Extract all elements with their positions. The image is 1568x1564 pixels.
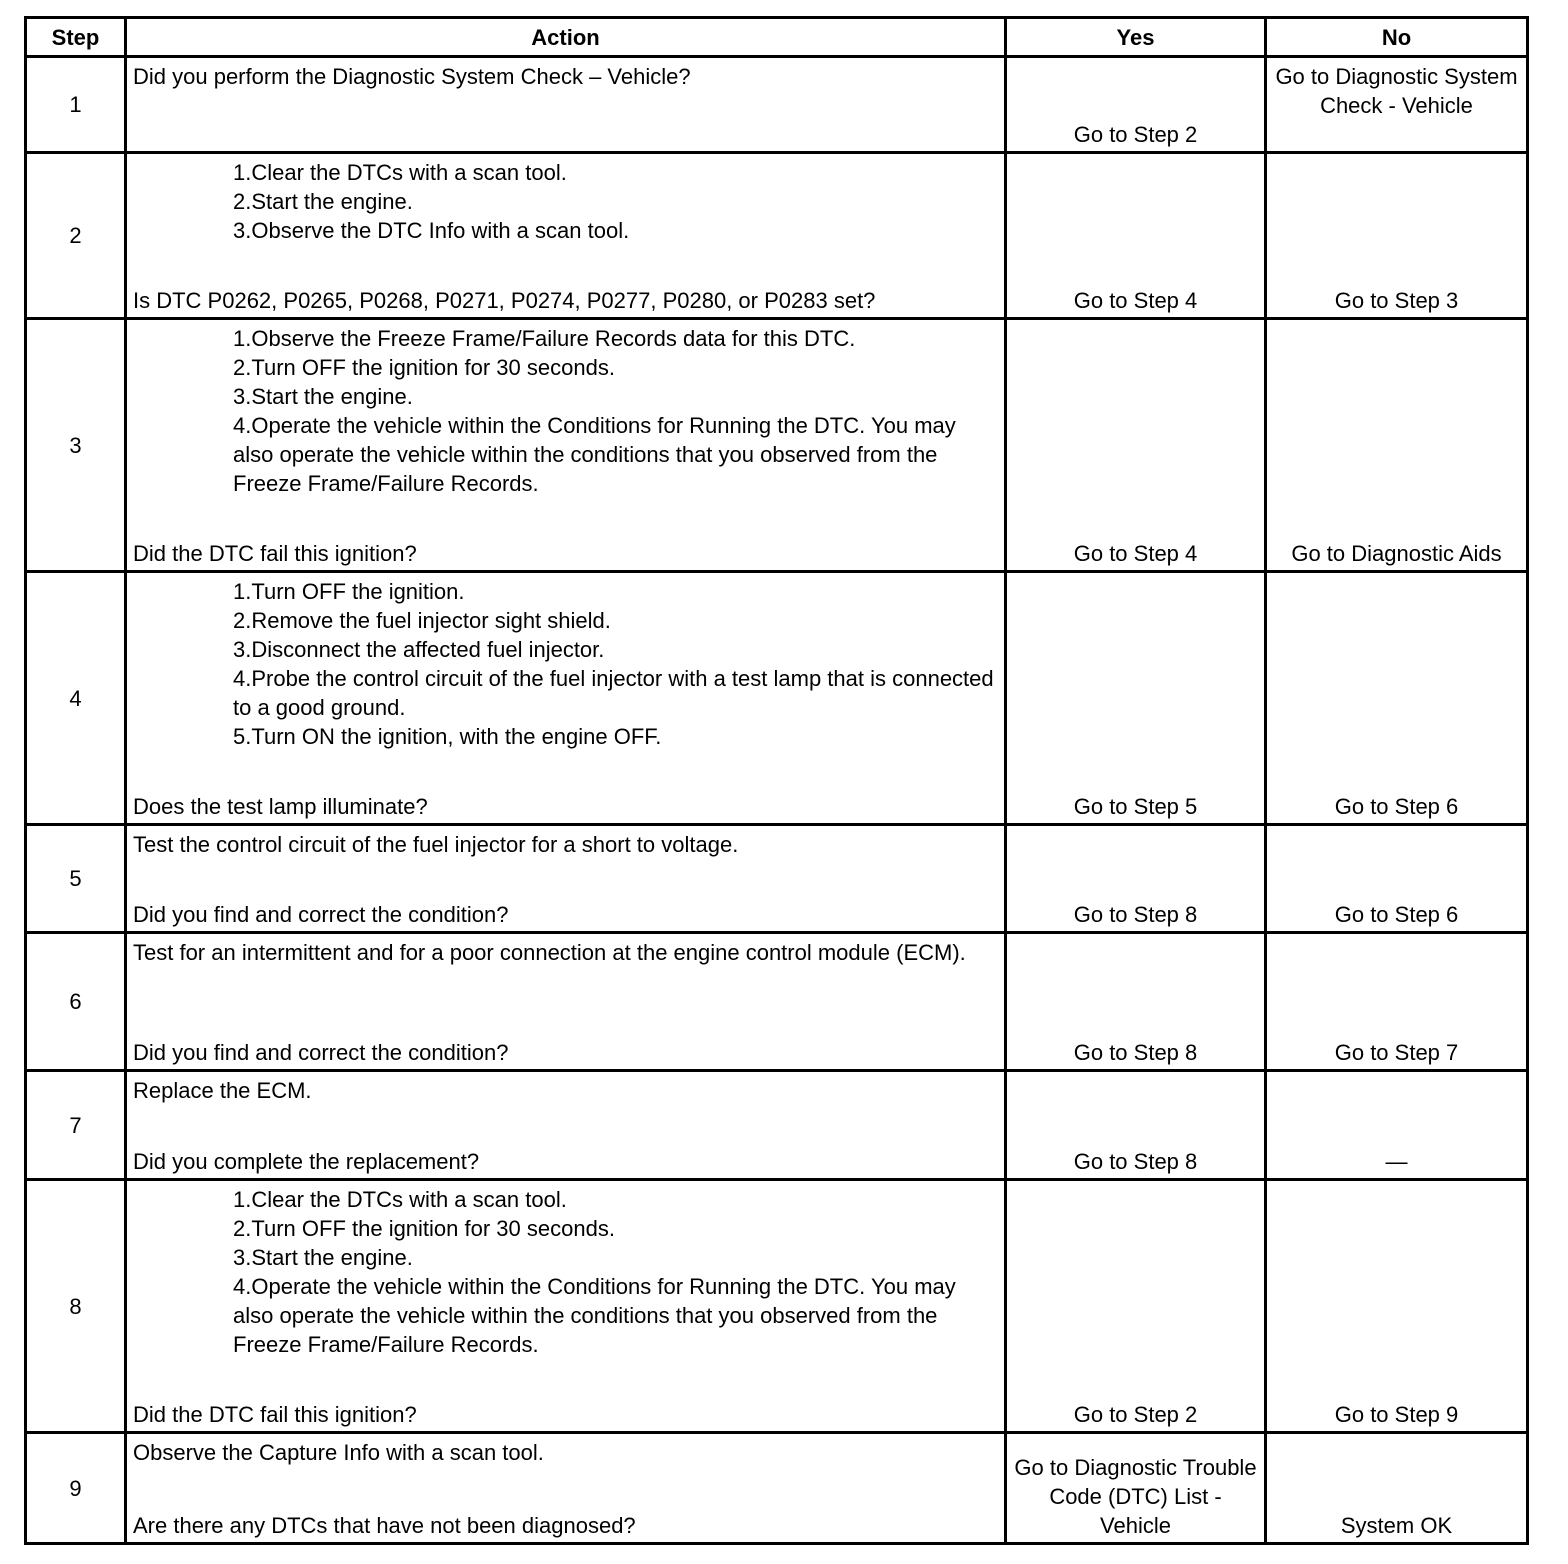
action-instructions xyxy=(133,1076,998,1105)
item-number: 3. xyxy=(233,637,252,662)
action-content xyxy=(133,62,998,149)
item-text: Turn OFF the ignition. xyxy=(251,579,465,604)
table-row xyxy=(26,1071,1528,1180)
yes-result: Go to Diagnostic Trouble Code (DTC) List - Vehicle xyxy=(1006,1433,1266,1544)
item-number: 4. xyxy=(233,413,252,438)
no-result: Go to Diagnostic Aids xyxy=(1266,319,1528,572)
action-cell xyxy=(126,572,1006,825)
header-no: No xyxy=(1266,18,1528,57)
action-cell xyxy=(126,825,1006,933)
step-number: 5 xyxy=(26,825,126,933)
table-row xyxy=(26,1180,1528,1433)
action-question: Is DTC P0262, P0265, P0268, P0271, P0274, P0277, P0280, or P0283 set? xyxy=(133,288,876,313)
action-cell xyxy=(126,1071,1006,1180)
step-number: 9 xyxy=(26,1433,126,1544)
step-number: 8 xyxy=(26,1180,126,1433)
no-result: Go to Step 7 xyxy=(1266,933,1528,1071)
instruction-item xyxy=(133,1272,998,1359)
action-text: Replace the ECM. xyxy=(133,1078,312,1103)
action-text: Observe the Capture Info with a scan tool. xyxy=(133,1440,544,1465)
item-text: Clear the DTCs with a scan tool. xyxy=(251,1187,567,1212)
action-instructions xyxy=(133,577,998,751)
instruction-list xyxy=(133,577,998,751)
action-text: Test for an intermittent and for a poor connection at the engine control module (ECM). xyxy=(133,940,966,965)
action-question: Did the DTC fail this ignition? xyxy=(133,541,417,566)
item-text: Start the engine. xyxy=(251,189,413,214)
action-cell xyxy=(126,319,1006,572)
instruction-item xyxy=(133,1185,998,1214)
action-question: Did the DTC fail this ignition? xyxy=(133,1402,417,1427)
yes-result: Go to Step 4 xyxy=(1006,319,1266,572)
action-content xyxy=(133,577,998,821)
instruction-item xyxy=(133,606,998,635)
step-number: 3 xyxy=(26,319,126,572)
item-number: 1. xyxy=(233,579,252,604)
action-content xyxy=(133,1185,998,1429)
item-number: 2. xyxy=(233,1216,252,1241)
diagnostic-table xyxy=(24,16,1529,1545)
item-number: 1. xyxy=(233,1187,252,1212)
no-result: — xyxy=(1266,1071,1528,1180)
action-cell xyxy=(126,1433,1006,1544)
instruction-item xyxy=(133,216,998,245)
item-number: 2. xyxy=(233,608,252,633)
item-text: Operate the vehicle within the Conditions for Running the DTC. You may also operate the vehicle within the conditions that you observed from the Freeze Frame/Failure Records. xyxy=(233,1274,956,1357)
item-number: 3. xyxy=(233,384,252,409)
yes-result: Go to Step 5 xyxy=(1006,572,1266,825)
action-content xyxy=(133,324,998,568)
no-result: Go to Step 6 xyxy=(1266,825,1528,933)
instruction-item xyxy=(133,577,998,606)
action-instructions xyxy=(133,830,998,859)
no-result: Go to Step 3 xyxy=(1266,153,1528,319)
action-content xyxy=(133,830,998,929)
instruction-item xyxy=(133,324,998,353)
action-instructions xyxy=(133,1185,998,1359)
instruction-item xyxy=(133,382,998,411)
item-number: 1. xyxy=(233,160,252,185)
instruction-item xyxy=(133,1243,998,1272)
action-question: Are there any DTCs that have not been diagnosed? xyxy=(133,1513,636,1538)
item-text: Turn OFF the ignition for 30 seconds. xyxy=(251,355,615,380)
action-question: Did you find and correct the condition? xyxy=(133,902,509,927)
item-number: 5. xyxy=(233,724,252,749)
action-instructions xyxy=(133,324,998,498)
item-text: Start the engine. xyxy=(251,384,413,409)
no-result: Go to Diagnostic System Check - Vehicle xyxy=(1266,57,1528,153)
action-content xyxy=(133,1438,998,1540)
instruction-item xyxy=(133,1214,998,1243)
item-text: Observe the DTC Info with a scan tool. xyxy=(251,218,630,243)
instruction-item xyxy=(133,664,998,722)
item-text: Remove the fuel injector sight shield. xyxy=(251,608,611,633)
item-number: 4. xyxy=(233,666,252,691)
action-question: Did you complete the replacement? xyxy=(133,1149,480,1174)
table-row xyxy=(26,57,1528,153)
action-cell xyxy=(126,933,1006,1071)
yes-result: Go to Step 8 xyxy=(1006,825,1266,933)
item-text: Turn OFF the ignition for 30 seconds. xyxy=(251,1216,615,1241)
action-instructions xyxy=(133,158,998,245)
step-number: 6 xyxy=(26,933,126,1071)
table-row xyxy=(26,825,1528,933)
action-question: Did you find and correct the condition? xyxy=(133,1040,509,1065)
action-content xyxy=(133,938,998,1067)
action-content xyxy=(133,1076,998,1176)
step-number: 4 xyxy=(26,572,126,825)
action-question: Does the test lamp illuminate? xyxy=(133,794,428,819)
action-instructions xyxy=(133,62,998,91)
item-text: Observe the Freeze Frame/Failure Records data for this DTC. xyxy=(251,326,856,351)
item-text: Start the engine. xyxy=(251,1245,413,1270)
instruction-item xyxy=(133,353,998,382)
item-number: 2. xyxy=(233,189,252,214)
instruction-item xyxy=(133,635,998,664)
instruction-item xyxy=(133,722,998,751)
item-number: 1. xyxy=(233,326,252,351)
step-number: 1 xyxy=(26,57,126,153)
table-row xyxy=(26,1433,1528,1544)
item-text: Turn ON the ignition, with the engine OFF. xyxy=(251,724,662,749)
instruction-list xyxy=(133,1185,998,1359)
yes-result: Go to Step 8 xyxy=(1006,1071,1266,1180)
item-text: Clear the DTCs with a scan tool. xyxy=(251,160,567,185)
yes-result: Go to Step 4 xyxy=(1006,153,1266,319)
instruction-item xyxy=(133,158,998,187)
no-result: Go to Step 6 xyxy=(1266,572,1528,825)
yes-result: Go to Step 2 xyxy=(1006,1180,1266,1433)
header-step: Step xyxy=(26,18,126,57)
action-cell xyxy=(126,1180,1006,1433)
table-row xyxy=(26,933,1528,1071)
item-text: Disconnect the affected fuel injector. xyxy=(251,637,605,662)
header-action: Action xyxy=(126,18,1006,57)
no-result: Go to Step 9 xyxy=(1266,1180,1528,1433)
table-row xyxy=(26,572,1528,825)
step-number: 2 xyxy=(26,153,126,319)
table-row xyxy=(26,319,1528,572)
action-text: Test the control circuit of the fuel injector for a short to voltage. xyxy=(133,832,739,857)
action-instructions xyxy=(133,1438,998,1467)
yes-result: Go to Step 8 xyxy=(1006,933,1266,1071)
item-number: 4. xyxy=(233,1274,252,1299)
header-row xyxy=(26,18,1528,57)
instruction-list xyxy=(133,158,998,245)
action-cell xyxy=(126,57,1006,153)
instruction-list xyxy=(133,324,998,498)
instruction-item xyxy=(133,187,998,216)
instruction-item xyxy=(133,411,998,498)
header-yes: Yes xyxy=(1006,18,1266,57)
item-text: Probe the control circuit of the fuel injector with a test lamp that is connected to a good ground. xyxy=(233,666,994,720)
step-number: 7 xyxy=(26,1071,126,1180)
yes-result: Go to Step 2 xyxy=(1006,57,1266,153)
table-row xyxy=(26,153,1528,319)
no-result: System OK xyxy=(1266,1433,1528,1544)
item-number: 3. xyxy=(233,218,252,243)
item-number: 3. xyxy=(233,1245,252,1270)
action-text: Did you perform the Diagnostic System Check – Vehicle? xyxy=(133,64,691,89)
action-instructions xyxy=(133,938,998,967)
item-text: Operate the vehicle within the Conditions for Running the DTC. You may also operate the vehicle within the conditions that you observed from the Freeze Frame/Failure Records. xyxy=(233,413,956,496)
item-number: 2. xyxy=(233,355,252,380)
action-cell xyxy=(126,153,1006,319)
action-content xyxy=(133,158,998,315)
